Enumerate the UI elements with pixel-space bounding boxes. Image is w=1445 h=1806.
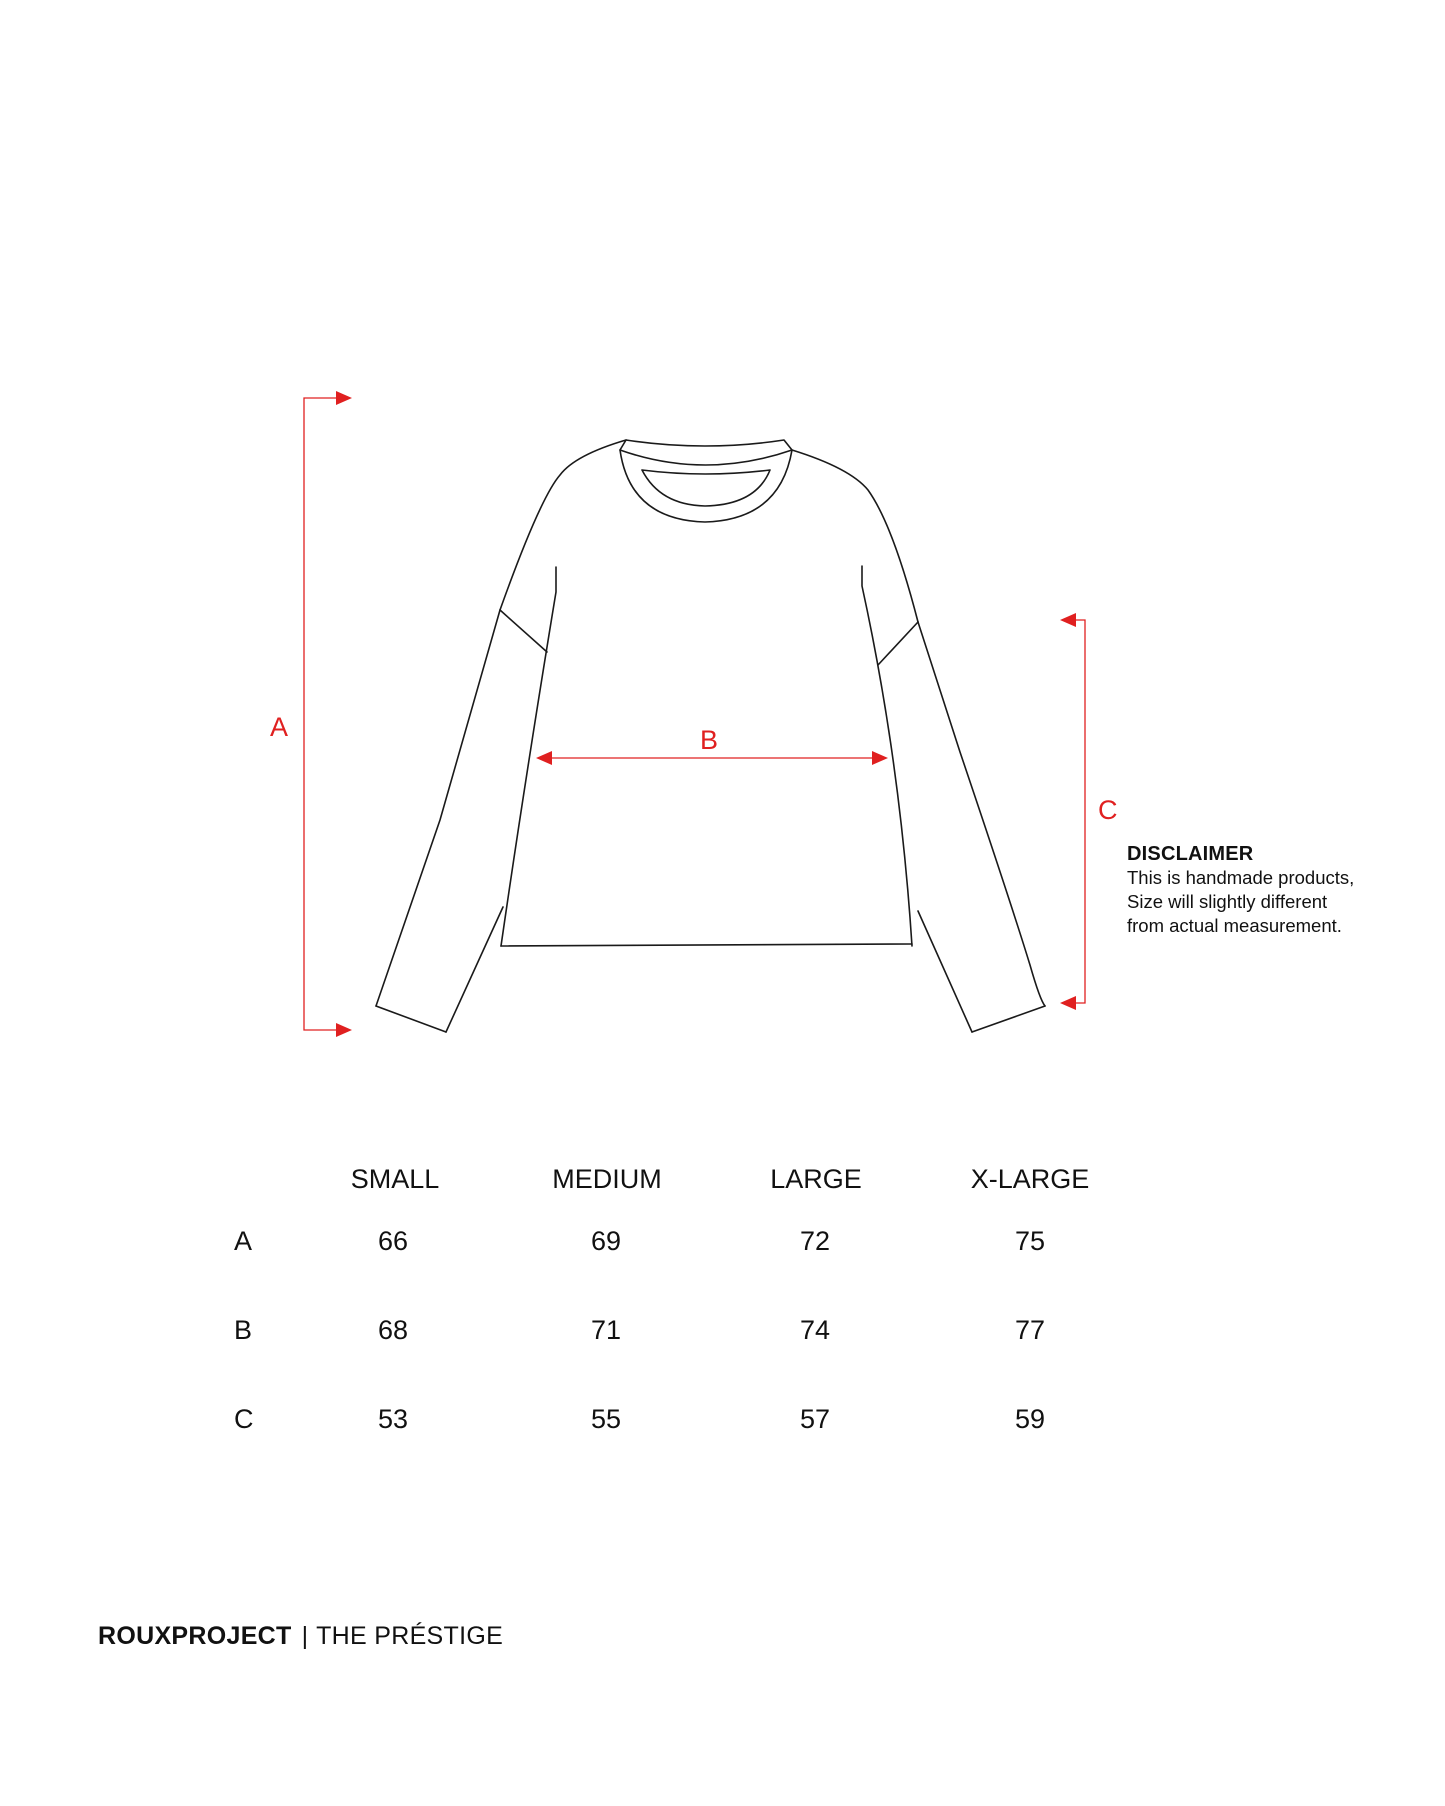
left-sleeve-inner xyxy=(446,907,503,1032)
dimension-a-bracket xyxy=(304,398,337,1030)
left-sleeve-cuff xyxy=(376,1006,446,1032)
disclaimer-title: DISCLAIMER xyxy=(1127,843,1254,865)
right-shoulder xyxy=(792,450,918,622)
row-label-b: B xyxy=(234,1315,253,1345)
collar-band xyxy=(620,450,792,522)
collar-outer xyxy=(620,440,792,465)
disclaimer-line: from actual measurement. xyxy=(1127,915,1342,936)
table-cell: 66 xyxy=(377,1226,409,1256)
right-armhole-seam xyxy=(878,622,918,665)
column-header-large: LARGE xyxy=(770,1164,862,1194)
brand-name: ROUXPROJECT xyxy=(98,1622,292,1650)
column-header-medium: MEDIUM xyxy=(552,1164,662,1194)
dimension-a-arrow-top xyxy=(336,391,352,405)
row-label-c: C xyxy=(234,1404,254,1434)
table-cell: 74 xyxy=(799,1315,831,1345)
dimension-a-arrow-bottom xyxy=(336,1023,352,1037)
table-cell: 59 xyxy=(1014,1404,1046,1434)
table-cell: 68 xyxy=(377,1315,409,1345)
body-hem xyxy=(501,944,912,946)
table-cell: 57 xyxy=(799,1404,831,1434)
right-sleeve-outer xyxy=(918,622,1045,1006)
disclaimer-line: Size will slightly different xyxy=(1127,891,1328,912)
collection-name: THE PRÉSTIGE xyxy=(316,1622,504,1650)
right-sleeve-inner xyxy=(918,911,972,1032)
column-header-small: SMALL xyxy=(350,1164,440,1194)
column-header-xlarge: X-LARGE xyxy=(970,1164,1090,1194)
table-cell: 75 xyxy=(1014,1226,1046,1256)
dimension-c-arrow-top xyxy=(1060,613,1076,627)
brand-separator: | xyxy=(301,1622,309,1650)
dimension-a xyxy=(270,391,352,1037)
dimension-b xyxy=(536,725,888,765)
dimension-a-label: A xyxy=(270,712,289,742)
table-cell: 77 xyxy=(1014,1315,1046,1345)
dimension-b-arrow-left xyxy=(536,751,552,765)
table-cell: 69 xyxy=(590,1226,622,1256)
dimension-c-arrow-bottom xyxy=(1060,996,1076,1010)
dimension-c xyxy=(1060,613,1118,1010)
table-cell: 71 xyxy=(590,1315,622,1345)
dimension-b-label: B xyxy=(700,725,719,755)
table-cell: 55 xyxy=(590,1404,622,1434)
collar-inner xyxy=(642,470,770,506)
right-sleeve-cuff xyxy=(972,1006,1045,1032)
disclaimer xyxy=(1127,842,1427,938)
row-label-a: A xyxy=(234,1226,253,1256)
brand-footer xyxy=(98,1622,503,1651)
table-cell: 53 xyxy=(377,1404,409,1434)
left-shoulder xyxy=(500,440,626,610)
dimension-c-bracket xyxy=(1074,620,1085,1003)
table-cell: 72 xyxy=(799,1226,831,1256)
dimension-c-label: C xyxy=(1098,795,1118,825)
disclaimer-line: This is handmade products, xyxy=(1127,867,1355,888)
dimension-b-arrow-right xyxy=(872,751,888,765)
left-armhole-seam xyxy=(500,610,547,652)
left-sleeve-outer xyxy=(376,610,500,1006)
body-right-side xyxy=(862,566,912,946)
